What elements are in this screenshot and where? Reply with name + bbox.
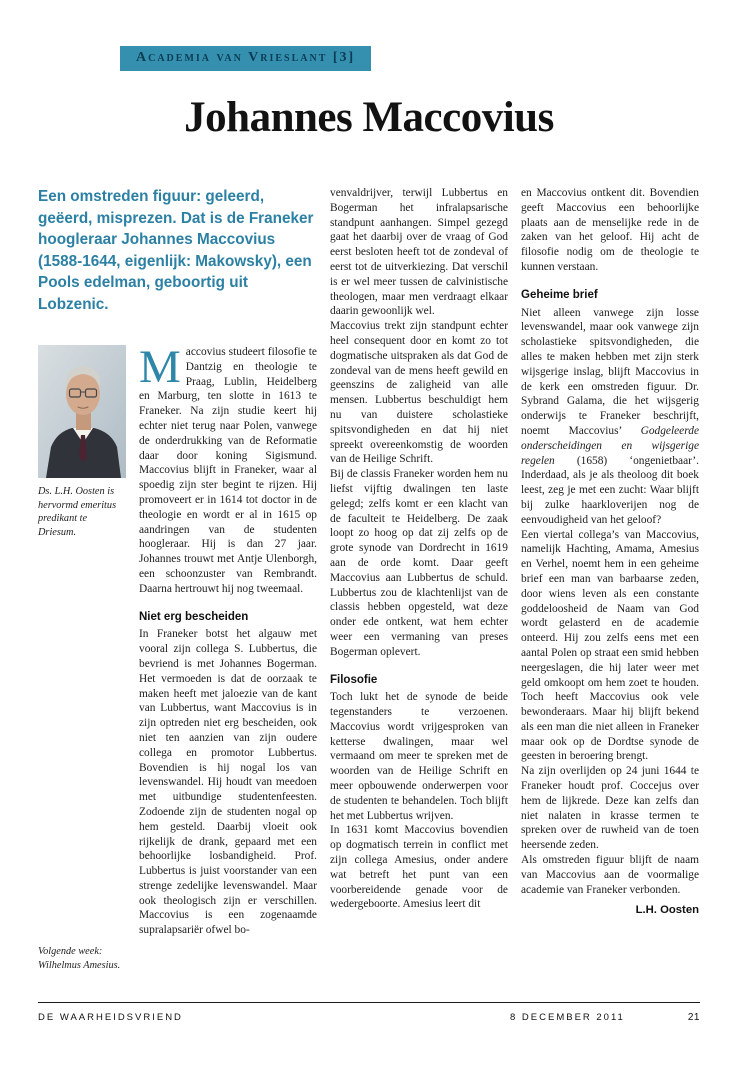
next-week-note xyxy=(38,945,126,972)
page-footer xyxy=(38,1002,700,1043)
subheading: Niet erg bescheiden xyxy=(139,610,249,623)
paragraph xyxy=(139,345,317,597)
paragraph: en Maccovius ontkent dit. Bovendien geeft Maccovius een behoorlijke plaats aan de menselijke rede in de zaken van het geloof. Hij acht de filosofie nodig om de theologie te kunnen verstaan. xyxy=(521,187,699,273)
next-week-name: Wilhelmus Amesius. xyxy=(38,959,121,971)
paragraph xyxy=(521,306,699,528)
paragraph-text: Niet alleen vanwege zijn losse levenswandel, maar ook vanwege zijn scholastieke spitsvondigheden, die alles te maken hebben met zijn sterk wijsgerige inslag, blijft Maccovius in de kerk een omstreden figuur. Dr. Sybrand Galama, die het wijsgerig onderwijs te Franeker beschrijft, noemt Maccovius’ xyxy=(521,306,699,437)
paragraph: Een viertal collega’s van Maccovius, namelijk Hachting, Amama, Amesius en Verhel, noemt hem in een geheime brief een man van barbaarse zeden, door wiens leven als een constante goddeloosheid de Naam van God wordt gelasterd en de academie onteerd. Hij zou zelfs eens met een aantal Polen op straat een smid hebben neergeslagen, die hij later weer met geld omkoopt om hem zoet te houden. Toch heeft Maccovius ook vele bewonderaars. Maar hij blijft bekend als een man die niet alleen in Franeker maar ook op de Dordtse synode de geesten in beroering brengt. xyxy=(521,528,699,763)
author-byline: L.H. Oosten xyxy=(635,904,699,917)
page-number: 21 xyxy=(687,1012,700,1023)
paragraph: In 1631 komt Maccovius bovendien op dogmatisch terrein in conflict met zijn collega Amesius, onder andere wat betreft het punt van een voorbereidende genade voor de wedergeboorte. Amesius leert dit xyxy=(330,824,508,911)
paragraph: Bij de classis Franeker worden hem nu liefst vijftig dwalingen ten laste gelegd; zelfs komt er een klacht van de faculteit te Heidelberg. De zaak loopt zo hoog op dat zij zelfs op de grote synode van Dordrecht in 1619 aan de orde komt. Daar geeft Maccovius aan Lubbertus de schuld. Lubbertus zou de klachtenlijst van de classis hebben opgesteld, wat deze onder ede ontkent, wat hem echter weer een vermaning van preses Bogerman oplevert. xyxy=(330,468,508,658)
paragraph: Als omstreden figuur blijft de naam van Maccovius aan de voormalige academie van Franeker verbonden. xyxy=(521,854,699,896)
portrait-photo xyxy=(38,345,126,478)
paragraph: venvaldrijver, terwijl Lubbertus en Bogerman het infralapsarische standpunt aanhangen. Simpel gezegd gaat het daarbij over de vraag of God eerst besloten heeft tot de zondeval of eerst tot de uitverkiezing. Dat verschil is er wel meer tussen de calvinistische theologen, maar men verdraagt elkaar daarin gewoonlijk wel. xyxy=(330,187,508,318)
text-column-1 xyxy=(139,345,317,972)
book-title: Godgeleerde onderscheidingen en wijsgerige regelen xyxy=(521,424,699,467)
subheading: Geheime brief xyxy=(521,288,598,301)
text-column-3 xyxy=(521,186,699,972)
article-intro: Een omstreden figuur: geleerd, geëerd, misprezen. Dat is de Franeker hoogleraar Johannes Maccovius (1588-1644, eigenlijk: Makowsky), een Pools edelman, geboortig uit Lobzenic. xyxy=(38,188,314,313)
paragraph: Na zijn overlijden op 24 juni 1644 te Franeker houdt prof. Coccejus over hem de lijkrede. Deze kan zelfs dan niet nalaten in krasse termen te spreken over de ruwheid van de toen heersende zeden. xyxy=(521,765,699,852)
paragraph: Maccovius trekt zijn standpunt echter heel consequent door en komt zo tot dogmatische uitspraken als dat God de zondeval van de mens heeft gewild en geenszins de zaligheid van alle mensen. Lubbertus beschuldigt hem nu van duistere scholastieke spitsvondigheden en dat hij niet spreekt overeenkomstig de woorden van de Heilige Schrift. xyxy=(330,320,508,466)
drop-cap: M xyxy=(139,345,181,393)
sidebar xyxy=(38,345,126,972)
paragraph-text: (1658) ‘ongenietbaar’. Inderdaad, als je als theoloog dit boek leest, zeg je met een zucht: Waar blijft bij zulke haarkloverijen nog de eenvoudigheid van het geloof? xyxy=(521,454,699,526)
photo-caption: Ds. L.H. Oosten is hervormd emeritus predikant te Driesum. xyxy=(38,486,117,538)
article-body xyxy=(38,186,700,972)
portrait-illustration xyxy=(38,345,126,478)
issue-date: 8 DECEMBER 2011 xyxy=(510,1012,625,1023)
next-week-label: Volgende week: xyxy=(38,946,103,957)
subheading: Filosofie xyxy=(330,673,378,686)
paragraph: Toch lukt het de synode de beide tegenstanders te verzoenen. Maccovius wordt vrijgesproken van ketterse dwalingen, maar wel vermaand om meer te spreken met de woorden van de Heilige Schrift en meer opbouwende onderwerpen voor de studenten te behandelen. Toch blijft het met Lubbertus wrijven. xyxy=(330,691,508,822)
article-title: Johannes Maccovius xyxy=(184,94,554,141)
portrait-figure xyxy=(38,345,126,539)
paragraph-text: accovius studeert filosofie te Dantzig en theologie te Praag, Lublin, Heidelberg en Marburg, ten slotte in 1613 te Franeker. Na zijn studie keert hij echter niet terug naar Polen, vanwege de onderdrukking van de Reformatie daar door koning Sigismund. Maccovius blijft in Franeker, waar al spoedig zijn ster begint te rijzen. Hij promoveert er in 1614 tot doctor in de theologie en wordt er al in 1615 op aandringen van de studenten hoogleraar. Hij is dan 27 jaar. Johannes trouwt met Antje Ulenborgh, een schoonzuster van Rembrandt. Daarna hertrouwt hij nog tweemaal. xyxy=(139,346,317,595)
section-badge: Academia van Vrieslant [3] xyxy=(120,46,371,71)
paragraph: In Franeker botst het algauw met vooral zijn collega S. Lubbertus, die bevriend is met Johannes Bogerman. Het vermoeden is dat de oorzaak te maken heeft met jaloezie van de kant van Lubbertus, want Maccovius is in zijn optreden niet erg bescheiden, ook niet ten aanzien van zijn oudere collega en promotor Lubbertus. Bovendien is hij nogal los van levenswandel. Hij houdt van meedoen met uitbundige studentenfeesten. Zodoende zijn de studenten nogal op hem gesteld. Daarbij vloeit ook rijkelijk de drank, gepaard met een behoorlijke losbandigheid. Prof. Lubbertus is juist voorstander van een strenge zedelijke levenswandel. Maar ook theologisch zijn er verschillen. Maccovius is een zogenaamde supralapsariër ofwel bo- xyxy=(139,628,317,937)
magazine-name: DE WAARHEIDSVRIEND xyxy=(38,1012,183,1023)
text-column-2 xyxy=(330,186,508,972)
